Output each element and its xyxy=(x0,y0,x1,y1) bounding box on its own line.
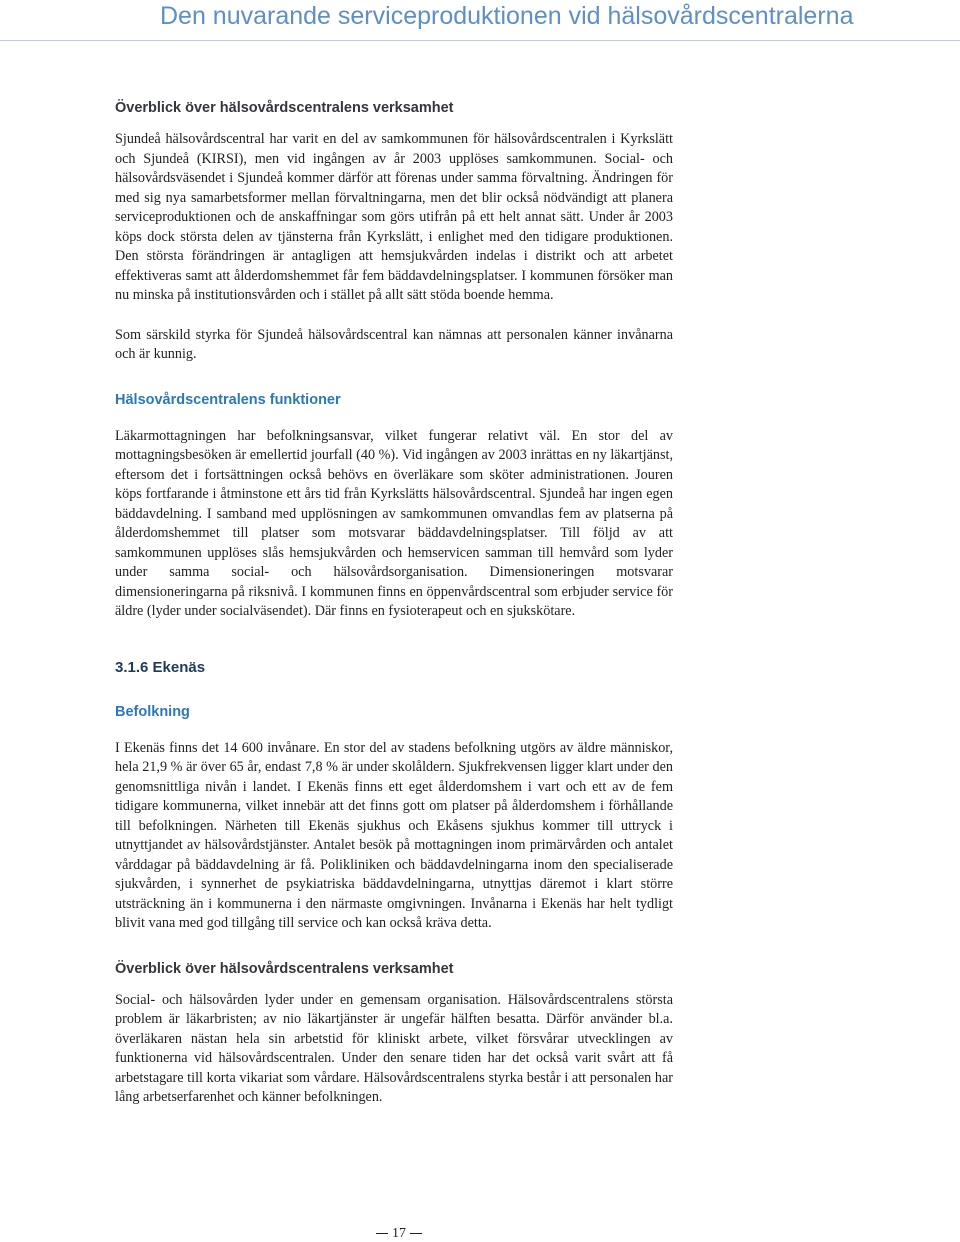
page-number-dash-right xyxy=(410,1233,422,1234)
page-number xyxy=(372,1226,426,1242)
paragraph-ekenas-overview: Social- och hälsovården lyder under en gemensam organisation. Hälsovårdscentralens största problem är läkarbristen; av nio läkartjänster är ungefär hälften besatta. Därför använder bl.a. överläkaren nästan hela sin arbetstid för kliniskt arbete, vilket försvårar utvecklingen av funktionerna vid hälsovårdscentralen. Under den senare tiden har det också varit svårt att få arbetstagare till korta vikariat som vårdare. Hälsovårdscentralens styrka består i att personalen har lång arbetserfarenhet och känner befolkningen. xyxy=(115,991,673,1105)
page-number-dash-left xyxy=(376,1233,388,1234)
paragraph-sjundea-strength: Som särskild styrka för Sjundeå hälsovårdscentral kan nämnas att personalen känner invånarna och är kunnig. xyxy=(115,326,673,362)
page-body xyxy=(115,98,673,1108)
section-heading-population: Befolkning xyxy=(115,703,190,720)
paragraph-sjundea-overview: Sjundeå hälsovårdscentral har varit en del av samkommunen för hälsovårdscentralen i Kyrkslätt och Sjundeå (KIRSI), men vid ingången av år 2003 upplöses samkommunen. Social- och hälsovårdsväsendet i Sjundeå kommer därför att förenas under samma förvaltning. Ändringen för med sig nya samarbetsformer mellan förvaltningarna, men det blir också nödvändigt att planera serviceproduktionen och de anskaffningar som görs utifrån på ett helt annat sätt. Under år 2003 köps dock största delen av tjänsterna från Kyrkslätt, i enlighet med den tidigare produktionen. Den största förändringen är antagligen att hemsjukvården indelas i distrikt och att arbetet effektiveras samt att ålderdomshemmet får fem bäddavdelningsplatser. I kommunen försöker man nu minska på institutionsvården och i stället på allt sätt stöda boende hemma. xyxy=(115,131,673,303)
section-heading-functions: Hälsovårdscentralens funktioner xyxy=(115,391,341,408)
chapter-heading-ekenas: 3.1.6 Ekenäs xyxy=(115,658,206,676)
page-header xyxy=(0,0,960,41)
section-heading-overview-ekenas: Överblick över hälsovårdscentralens verksamhet xyxy=(115,960,454,977)
section-heading-overview-sjundea: Överblick över hälsovårdscentralens verksamhet xyxy=(115,100,454,116)
paragraph-sjundea-functions: Läkarmottagningen har befolkningsansvar, vilket fungerar relativt väl. En stor del av mottagningsbesöken är emellertid jourfall (40 %). Vid ingången av 2003 inrättas en ny läkartjänst, eftersom det i fortsättningen också behövs en överläkare som sköter administrationen. Jouren köps fortfarande i åtminstone ett års tid från Kyrkslätts hälsovårdscentral. Sjundeå har ingen egen bäddavdelning. I samband med upplösningen av samkommunen omvandlas fem av platserna på ålderdomshemmet till platser som motsvarar bäddavdelningsplatser. Till följd av att samkommunen upplöses slås hemsjukvården och hemservicen samman till hemvård som lyder under samma social- och hälsovårdsorganisation. Dimensioneringen motsvarar dimensioneringarna på riksnivå. I kommunen finns en öppenvårdscentral som erbjuder service för äldre (lyder under socialväsendet). Där finns en fysioterapeut och en sjukskötare. xyxy=(115,427,673,619)
running-header-title: Den nuvarande serviceproduktionen vid hälsovårdscentralerna xyxy=(160,2,854,30)
paragraph-ekenas-population: I Ekenäs finns det 14 600 invånare. En stor del av stadens befolkning utgörs av äldre människor, hela 21,9 % är över 65 år, endast 7,8 % är under skolåldern. Sjukfrekvensen ligger klart under den genomsnittliga nivån i landet. I Ekenäs finns ett eget ålderdomshem i vart och ett av de fem tidigare kommunerna, vilket innebär att det finns gott om platser på ålderdomshem i förhållande till befolkningen. Närheten till Ekenäs sjukhus och Ekåsens sjukhus kommer till uttryck i utnyttjandet av hälsovårdstjänster. Antalet besök på mottagningen inom primärvården och antalet vårddagar på bäddavdelning är få. Polikliniken och bäddavdelningarna inom den specialiserade sjukvården, i synnerhet de psykiatriska bäddavdelningarna, utnyttjas däremot i klart större utsträckning än i kommunerna i den närmaste omgivningen. Invånarna i Ekenäs har helt tydligt blivit vana med god tillgång till service och kan också kräva detta. xyxy=(115,739,673,931)
page-number-value: 17 xyxy=(392,1226,406,1241)
